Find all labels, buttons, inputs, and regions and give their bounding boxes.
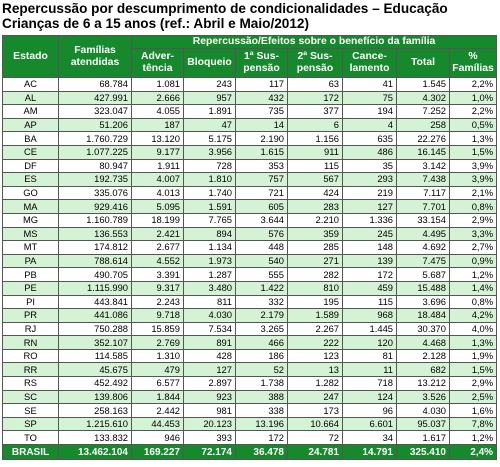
state-cell: RO <box>3 349 59 363</box>
table-row <box>3 254 497 268</box>
value-cell: 810 <box>288 281 343 295</box>
value-cell: 2,5% <box>450 390 497 404</box>
value-cell: 4.007 <box>132 173 184 187</box>
value-cell: 1,0% <box>450 91 497 105</box>
value-cell: 2.677 <box>132 241 184 255</box>
state-cell: ES <box>3 173 59 187</box>
value-cell: 44.453 <box>132 417 184 431</box>
state-cell: RS <box>3 377 59 391</box>
value-cell: 3.265 <box>236 322 288 336</box>
total-cell: 36.478 <box>236 445 288 460</box>
value-cell: 788.614 <box>59 254 132 268</box>
value-cell: 721 <box>236 186 288 200</box>
value-cell: 3.391 <box>132 268 184 282</box>
state-cell: RR <box>3 363 59 377</box>
value-cell: 1.287 <box>184 268 236 282</box>
value-cell: 427.991 <box>59 91 132 105</box>
value-cell: 1.160.789 <box>59 213 132 227</box>
value-cell: 30.370 <box>397 322 450 336</box>
state-cell: SE <box>3 404 59 418</box>
value-cell: 285 <box>288 241 343 255</box>
header-susp2: 2ª Sus- pensão <box>288 49 343 78</box>
value-cell: 1.760.729 <box>59 132 132 146</box>
value-cell: 243 <box>184 78 236 92</box>
value-cell: 3,9% <box>450 159 497 173</box>
value-cell: 192.735 <box>59 173 132 187</box>
header-susp1: 1ª Sus- pensão <box>236 49 288 78</box>
value-cell: 0,9% <box>450 254 497 268</box>
value-cell: 96 <box>343 404 397 418</box>
value-cell: 6.577 <box>132 377 184 391</box>
value-cell: 352.107 <box>59 336 132 350</box>
total-row <box>3 445 497 460</box>
state-cell: AL <box>3 91 59 105</box>
value-cell: 14 <box>236 118 288 132</box>
total-cell: 72.174 <box>184 445 236 460</box>
table-row <box>3 227 497 241</box>
state-cell: TO <box>3 431 59 445</box>
value-cell: 1.738 <box>236 377 288 391</box>
value-cell: 1,5% <box>450 363 497 377</box>
value-cell: 1.844 <box>132 390 184 404</box>
state-cell: PR <box>3 309 59 323</box>
value-cell: 2.190 <box>236 132 288 146</box>
value-cell: 13.120 <box>132 132 184 146</box>
header-pct: % Famílias <box>450 49 497 78</box>
value-cell: 0,8% <box>450 200 497 214</box>
state-cell: CE <box>3 145 59 159</box>
value-cell: 3,9% <box>450 173 497 187</box>
value-cell: 2,9% <box>450 377 497 391</box>
value-cell: 222 <box>288 336 343 350</box>
value-cell: 2.267 <box>288 322 343 336</box>
value-cell: 148 <box>343 241 397 255</box>
value-cell: 1.215.610 <box>59 417 132 431</box>
value-cell: 441.086 <box>59 309 132 323</box>
value-cell: 1.589 <box>288 309 343 323</box>
value-cell: 187 <box>132 118 184 132</box>
value-cell: 5.687 <box>397 268 450 282</box>
value-cell: 1.591 <box>184 200 236 214</box>
value-cell: 1,2% <box>450 431 497 445</box>
value-cell: 393 <box>184 431 236 445</box>
value-cell: 186 <box>236 349 288 363</box>
table-row <box>3 281 497 295</box>
value-cell: 1.282 <box>288 377 343 391</box>
value-cell: 4.013 <box>132 186 184 200</box>
value-cell: 133.832 <box>59 431 132 445</box>
value-cell: 1.336 <box>343 213 397 227</box>
state-cell: SP <box>3 417 59 431</box>
value-cell: 428 <box>184 349 236 363</box>
value-cell: 115 <box>343 295 397 309</box>
value-cell: 9.718 <box>132 309 184 323</box>
value-cell: 1,5% <box>450 145 497 159</box>
value-cell: 891 <box>184 336 236 350</box>
value-cell: 757 <box>236 173 288 187</box>
value-cell: 35 <box>343 159 397 173</box>
value-cell: 1,2% <box>450 268 497 282</box>
value-cell: 3.480 <box>184 281 236 295</box>
value-cell: 4.055 <box>132 105 184 119</box>
state-cell: PB <box>3 268 59 282</box>
value-cell: 2,2% <box>450 78 497 92</box>
table-row <box>3 309 497 323</box>
value-cell: 293 <box>343 173 397 187</box>
value-cell: 1.422 <box>236 281 288 295</box>
value-cell: 323.047 <box>59 105 132 119</box>
value-cell: 4.552 <box>132 254 184 268</box>
value-cell: 2,2% <box>450 105 497 119</box>
state-cell: RJ <box>3 322 59 336</box>
value-cell: 7.117 <box>397 186 450 200</box>
value-cell: 2.243 <box>132 295 184 309</box>
state-cell: MS <box>3 227 59 241</box>
value-cell: 479 <box>132 363 184 377</box>
value-cell: 338 <box>236 404 288 418</box>
value-cell: 3.644 <box>236 213 288 227</box>
value-cell: 34 <box>343 431 397 445</box>
value-cell: 247 <box>288 390 343 404</box>
table-row <box>3 200 497 214</box>
value-cell: 1,3% <box>450 132 497 146</box>
header-bloqueio: Bloqueio <box>184 49 236 78</box>
value-cell: 388 <box>236 390 288 404</box>
state-cell: MG <box>3 213 59 227</box>
value-cell: 1.134 <box>184 241 236 255</box>
value-cell: 13 <box>288 363 343 377</box>
table-row <box>3 145 497 159</box>
header-total: Total <box>397 49 450 78</box>
value-cell: 9.177 <box>132 145 184 159</box>
value-cell: 1.740 <box>184 186 236 200</box>
table-row <box>3 336 497 350</box>
value-cell: 120 <box>343 336 397 350</box>
state-cell: DF <box>3 159 59 173</box>
value-cell: 124 <box>343 390 397 404</box>
value-cell: 957 <box>184 91 236 105</box>
state-cell: GO <box>3 186 59 200</box>
total-cell: 14.791 <box>343 445 397 460</box>
table-row <box>3 390 497 404</box>
table-row <box>3 118 497 132</box>
value-cell: 33.154 <box>397 213 450 227</box>
total-cell: 2,4% <box>450 445 497 460</box>
value-cell: 18.199 <box>132 213 184 227</box>
value-cell: 2.769 <box>132 336 184 350</box>
value-cell: 1,4% <box>450 281 497 295</box>
value-cell: 1,6% <box>450 404 497 418</box>
value-cell: 5.095 <box>132 200 184 214</box>
value-cell: 2,1% <box>450 186 497 200</box>
table-row <box>3 186 497 200</box>
value-cell: 1.911 <box>132 159 184 173</box>
value-cell: 47 <box>184 118 236 132</box>
value-cell: 4.468 <box>397 336 450 350</box>
value-cell: 63 <box>288 78 343 92</box>
value-cell: 2.666 <box>132 91 184 105</box>
value-cell: 3,3% <box>450 227 497 241</box>
table-body <box>3 78 497 445</box>
value-cell: 271 <box>288 254 343 268</box>
value-cell: 2.210 <box>288 213 343 227</box>
value-cell: 258.163 <box>59 404 132 418</box>
state-cell: MA <box>3 200 59 214</box>
value-cell: 4,0% <box>450 322 497 336</box>
value-cell: 4 <box>343 118 397 132</box>
value-cell: 282 <box>288 268 343 282</box>
value-cell: 1.445 <box>343 322 397 336</box>
table-row <box>3 363 497 377</box>
value-cell: 15.859 <box>132 322 184 336</box>
value-cell: 18.484 <box>397 309 450 323</box>
value-cell: 540 <box>236 254 288 268</box>
value-cell: 432 <box>236 91 288 105</box>
value-cell: 911 <box>288 145 343 159</box>
value-cell: 3.142 <box>397 159 450 173</box>
state-cell: MT <box>3 241 59 255</box>
state-cell: AP <box>3 118 59 132</box>
value-cell: 981 <box>184 404 236 418</box>
state-cell: PI <box>3 295 59 309</box>
state-cell: AC <box>3 78 59 92</box>
value-cell: 10.664 <box>288 417 343 431</box>
value-cell: 52 <box>236 363 288 377</box>
value-cell: 75 <box>343 91 397 105</box>
value-cell: 1.156 <box>288 132 343 146</box>
value-cell: 41 <box>343 78 397 92</box>
value-cell: 682 <box>397 363 450 377</box>
header-advertencia: Adver- tência <box>132 49 184 78</box>
value-cell: 13.196 <box>236 417 288 431</box>
value-cell: 2,7% <box>450 241 497 255</box>
table-row <box>3 349 497 363</box>
value-cell: 4.030 <box>184 309 236 323</box>
total-cell: 169.227 <box>132 445 184 460</box>
table-row <box>3 159 497 173</box>
total-cell: 325.410 <box>397 445 450 460</box>
value-cell: 424 <box>288 186 343 200</box>
value-cell: 377 <box>288 105 343 119</box>
value-cell: 1.891 <box>184 105 236 119</box>
value-cell: 7.475 <box>397 254 450 268</box>
table-row <box>3 241 497 255</box>
value-cell: 136.553 <box>59 227 132 241</box>
value-cell: 11 <box>343 363 397 377</box>
title-line-1: Repercussão por descumprimento de condicionalidades – Educação <box>2 1 448 16</box>
value-cell: 811 <box>184 295 236 309</box>
value-cell: 605 <box>236 200 288 214</box>
value-cell: 929.416 <box>59 200 132 214</box>
value-cell: 2.421 <box>132 227 184 241</box>
value-cell: 486 <box>343 145 397 159</box>
value-cell: 174.812 <box>59 241 132 255</box>
state-cell: PA <box>3 254 59 268</box>
value-cell: 95.037 <box>397 417 450 431</box>
value-cell: 3.696 <box>397 295 450 309</box>
value-cell: 1.077.225 <box>59 145 132 159</box>
value-cell: 2.179 <box>236 309 288 323</box>
value-cell: 750.288 <box>59 322 132 336</box>
value-cell: 448 <box>236 241 288 255</box>
table-row <box>3 377 497 391</box>
value-cell: 894 <box>184 227 236 241</box>
value-cell: 13.212 <box>397 377 450 391</box>
table-row <box>3 78 497 92</box>
value-cell: 735 <box>236 105 288 119</box>
value-cell: 728 <box>184 159 236 173</box>
value-cell: 22.276 <box>397 132 450 146</box>
value-cell: 194 <box>343 105 397 119</box>
value-cell: 7.765 <box>184 213 236 227</box>
state-cell: RN <box>3 336 59 350</box>
value-cell: 1.615 <box>236 145 288 159</box>
value-cell: 3.956 <box>184 145 236 159</box>
value-cell: 123 <box>288 349 343 363</box>
value-cell: 172 <box>288 91 343 105</box>
title-line-2: Crianças de 6 a 15 anos (ref.: Abril e Maio/2012) <box>2 16 309 31</box>
value-cell: 127 <box>184 363 236 377</box>
value-cell: 353 <box>236 159 288 173</box>
value-cell: 1,3% <box>450 336 497 350</box>
data-table <box>2 35 497 460</box>
value-cell: 4.302 <box>397 91 450 105</box>
state-cell: PE <box>3 281 59 295</box>
value-cell: 172 <box>236 431 288 445</box>
table-row <box>3 295 497 309</box>
value-cell: 1.617 <box>397 431 450 445</box>
value-cell: 283 <box>288 200 343 214</box>
value-cell: 115 <box>288 159 343 173</box>
header-estado: Estado <box>3 36 59 78</box>
value-cell: 72 <box>288 431 343 445</box>
header-cancelamento: Cance- lamento <box>343 49 397 78</box>
value-cell: 51.206 <box>59 118 132 132</box>
value-cell: 923 <box>184 390 236 404</box>
value-cell: 466 <box>236 336 288 350</box>
value-cell: 718 <box>343 377 397 391</box>
value-cell: 555 <box>236 268 288 282</box>
value-cell: 6 <box>288 118 343 132</box>
state-cell: BA <box>3 132 59 146</box>
value-cell: 1.115.990 <box>59 281 132 295</box>
value-cell: 576 <box>236 227 288 241</box>
value-cell: 117 <box>236 78 288 92</box>
value-cell: 68.784 <box>59 78 132 92</box>
value-cell: 173 <box>288 404 343 418</box>
value-cell: 0,5% <box>450 118 497 132</box>
value-cell: 7.438 <box>397 173 450 187</box>
value-cell: 7.252 <box>397 105 450 119</box>
value-cell: 4.692 <box>397 241 450 255</box>
value-cell: 946 <box>132 431 184 445</box>
value-cell: 219 <box>343 186 397 200</box>
value-cell: 3.526 <box>397 390 450 404</box>
value-cell: 16.145 <box>397 145 450 159</box>
header-familias: Famílias atendidas <box>59 36 132 78</box>
value-cell: 7.701 <box>397 200 450 214</box>
value-cell: 332 <box>236 295 288 309</box>
value-cell: 968 <box>343 309 397 323</box>
value-cell: 635 <box>343 132 397 146</box>
value-cell: 81 <box>343 349 397 363</box>
value-cell: 9.317 <box>132 281 184 295</box>
value-cell: 2.442 <box>132 404 184 418</box>
value-cell: 114.585 <box>59 349 132 363</box>
value-cell: 172 <box>343 268 397 282</box>
value-cell: 359 <box>288 227 343 241</box>
value-cell: 490.705 <box>59 268 132 282</box>
value-cell: 20.123 <box>184 417 236 431</box>
table-row <box>3 132 497 146</box>
value-cell: 6.601 <box>343 417 397 431</box>
state-cell: SC <box>3 390 59 404</box>
table-row <box>3 268 497 282</box>
value-cell: 1.810 <box>184 173 236 187</box>
value-cell: 2.897 <box>184 377 236 391</box>
value-cell: 1,9% <box>450 349 497 363</box>
table-row <box>3 431 497 445</box>
table-row <box>3 417 497 431</box>
table-row <box>3 404 497 418</box>
header-group: Repercussão/Efeitos sobre o benefício da família <box>132 36 497 49</box>
value-cell: 139 <box>343 254 397 268</box>
total-cell: BRASIL <box>3 445 59 460</box>
value-cell: 443.841 <box>59 295 132 309</box>
value-cell: 4.495 <box>397 227 450 241</box>
value-cell: 1.973 <box>184 254 236 268</box>
value-cell: 335.076 <box>59 186 132 200</box>
value-cell: 567 <box>288 173 343 187</box>
value-cell: 80.947 <box>59 159 132 173</box>
total-cell: 13.462.104 <box>59 445 132 460</box>
value-cell: 1.081 <box>132 78 184 92</box>
value-cell: 7.534 <box>184 322 236 336</box>
value-cell: 4.030 <box>397 404 450 418</box>
value-cell: 1.545 <box>397 78 450 92</box>
table-row <box>3 105 497 119</box>
value-cell: 459 <box>343 281 397 295</box>
value-cell: 195 <box>288 295 343 309</box>
value-cell: 45.675 <box>59 363 132 377</box>
value-cell: 245 <box>343 227 397 241</box>
document-title <box>2 1 498 31</box>
total-cell: 24.781 <box>288 445 343 460</box>
value-cell: 139.806 <box>59 390 132 404</box>
value-cell: 1.310 <box>132 349 184 363</box>
table-row <box>3 173 497 187</box>
value-cell: 15.488 <box>397 281 450 295</box>
state-cell: AM <box>3 105 59 119</box>
value-cell: 258 <box>397 118 450 132</box>
value-cell: 2.128 <box>397 349 450 363</box>
table-row <box>3 213 497 227</box>
table-row <box>3 91 497 105</box>
value-cell: 2,9% <box>450 213 497 227</box>
value-cell: 127 <box>343 200 397 214</box>
table-row <box>3 322 497 336</box>
value-cell: 5.175 <box>184 132 236 146</box>
value-cell: 0,8% <box>450 295 497 309</box>
value-cell: 4,2% <box>450 309 497 323</box>
value-cell: 452.492 <box>59 377 132 391</box>
value-cell: 7,8% <box>450 417 497 431</box>
